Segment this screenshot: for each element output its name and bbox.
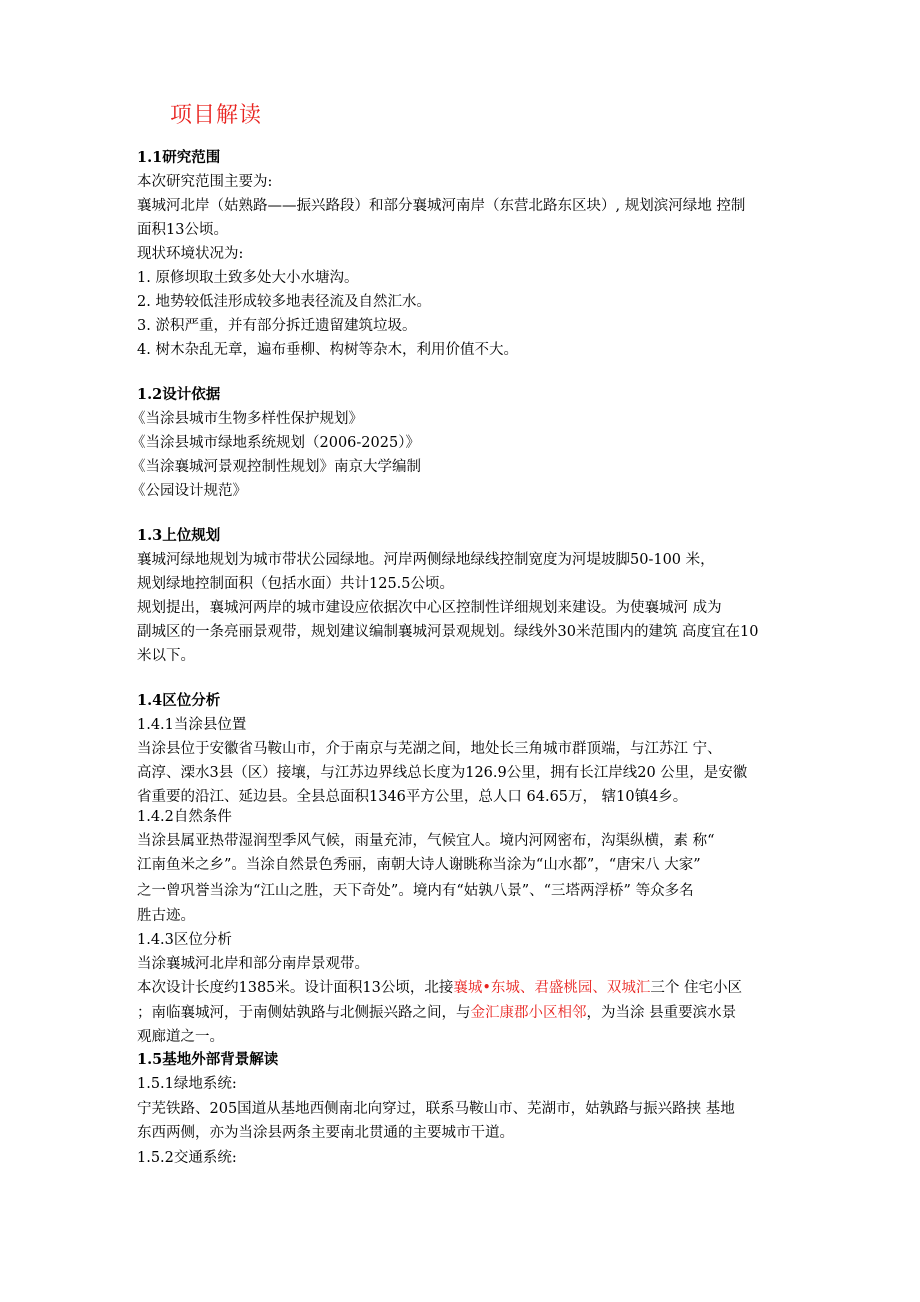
list-item: 3. 淤积严重，并有部分拆迁遗留建筑垃圾。	[137, 318, 417, 334]
list-item: 4. 树木杂乱无章，遍布垂柳、构树等杂木，利用价值不大。	[137, 342, 518, 358]
section-heading-1-1: 1.1研究范围	[137, 149, 221, 166]
paragraph-line: 江南鱼米之乡”。当涂自然景色秀丽，南朝大诗人谢眺称当涂为“山水都”，“唐宋八 大家”	[137, 857, 701, 873]
paragraph-line: 襄城河北岸（姑熟路——振兴路段）和部分襄城河南岸（东营北路东区块）, 规划滨河绿地 控制	[137, 198, 746, 214]
paragraph-line: 当涂县位于安徽省马鞍山市，介于南京与芜湖之间，地处长三角城市群顶端，与江苏江 宁、	[137, 741, 722, 757]
section-heading-1-4: 1.4区位分析	[137, 692, 221, 709]
paragraph-line: 副城区的一条亮丽景观带，规划建议编制襄城河景观规划。绿线外30米范围内的建筑 高度宜在10	[137, 624, 759, 640]
subsection-heading-1-4-1: 1.4.1当涂县位置	[137, 717, 247, 733]
subsection-heading-1-5-1: 1.5.1绿地系统:	[137, 1076, 237, 1092]
paragraph-line: 面积13公顷。	[137, 222, 228, 238]
subsection-heading-1-4-2: 1.4.2自然条件	[137, 809, 232, 825]
text-run: 三个 住宅小区	[650, 980, 743, 996]
list-item: 《当涂县城市绿地系统规划（2006-2025）》	[131, 435, 420, 451]
paragraph-line: 襄城河绿地规划为城市带状公园绿地。河岸两侧绿地绿线控制宽度为河堤坡脚50-100 米，	[137, 552, 715, 568]
paragraph-line: 胜古迹。	[137, 908, 195, 924]
paragraph-line: 观廊道之一。	[137, 1029, 224, 1045]
list-item: 《当涂襄城河景观控制性规划》南京大学编制	[131, 459, 421, 475]
section-heading-1-2: 1.2设计依据	[137, 386, 221, 403]
list-item: 1. 原修坝取土致多处大小水塘沟。	[137, 270, 359, 286]
page-title: 项目解读	[170, 103, 263, 128]
subsection-heading-1-4-3: 1.4.3区位分析	[137, 932, 232, 948]
text-run: 本次设计长度约1385米。设计面积13公顷，北接	[137, 980, 454, 996]
section-heading-1-3: 1.3上位规划	[137, 527, 221, 544]
paragraph-line: 本次研究范围主要为:	[137, 174, 273, 190]
paragraph-line	[137, 976, 742, 1000]
paragraph-line: 现状环境状况为:	[137, 246, 244, 262]
list-item: 2. 地势较低洼形成较多地表径流及自然汇水。	[137, 294, 431, 310]
paragraph-line: 当涂县属亚热带湿润型季风气候，雨量充沛，气候宜人。境内河网密布，沟渠纵横，素 称“	[137, 833, 715, 849]
section-heading-1-5: 1.5基地外部背景解读	[137, 1051, 279, 1068]
text-run: ，为当涂 县重要滨水景	[586, 1005, 737, 1021]
list-item: 《公园设计规范》	[131, 483, 247, 499]
paragraph-line: 东西两侧，亦为当涂县两条主要南北贯通的主要城市干道。	[137, 1125, 514, 1141]
paragraph-line: 高淳、溧水3县（区）接壤，与江苏边界线总长度为126.9公里，拥有长江岸线20 公里，是安徽	[137, 765, 748, 781]
text-run: ；南临襄城河，于南侧姑孰路与北侧振兴路之间，与	[137, 1005, 471, 1021]
subsection-heading-1-5-2: 1.5.2交通系统:	[137, 1150, 237, 1166]
paragraph-line: 当涂襄城河北岸和部分南岸景观带。	[137, 956, 369, 972]
paragraph-line: 规划提出，襄城河两岸的城市建设应依据次中心区控制性详细规划来建设。为使襄城河 成为	[137, 600, 722, 616]
paragraph-line: 之一曾巩誉当涂为“江山之胜，天下奇处”。境内有“姑孰八景”、“三塔两浮桥” 等众多名	[137, 883, 694, 899]
paragraph-line: 规划绿地控制面积（包括水面）共计125.5公顷。	[137, 576, 455, 592]
highlighted-text: 襄城•东城、君盛桃园、双城汇	[453, 980, 651, 996]
paragraph-line: 宁芜铁路、205国道从基地西侧南北向穿过，联系马鞍山市、芜湖市，姑孰路与振兴路挟 基地	[137, 1101, 735, 1117]
paragraph-line: 省重要的沿江、延边县。全县总面积1346平方公里，总人口 64.65万， 辖10镇4乡。	[137, 789, 688, 805]
paragraph-line: 米以下。	[137, 648, 195, 664]
highlighted-text: 金汇康郡小区相邻	[470, 1005, 587, 1021]
list-item: 《当涂县城市生物多样性保护规划》	[131, 411, 363, 427]
paragraph-line	[137, 1001, 736, 1025]
